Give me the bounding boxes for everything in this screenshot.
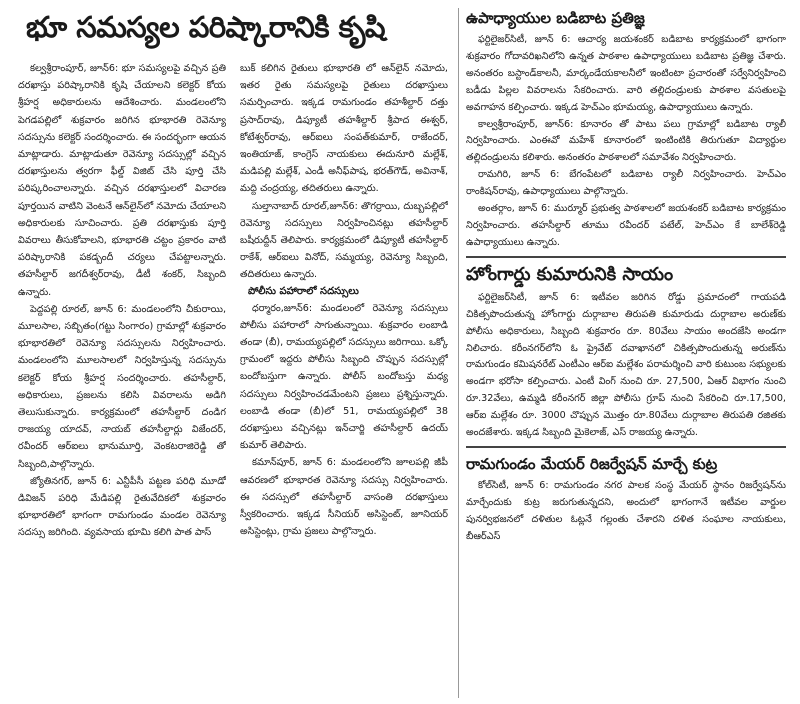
- story-headline: రామగుండం మేయర్ రిజర్వేషన్ మార్చే కుట్ర: [466, 454, 718, 473]
- main-story: [18, 0, 456, 704]
- paragraph: బుక్ కలిగిన రైతులు భూభారతి లో ఆన్‌లైన్ నమోదు, ఇతర రైతు సమస్యలపై రైతులు దరఖాస్తులు సమర్పించారు. ఇక్కడ రామగుండం తహశీల్దార్ దత్తు ప్రసాద్‌రావు, డిప్యూటీ తహశీల్దార్ శ్రీపాద ఈశ్వర్, కోటేశ్వర్‌రావు, ఆర్‌ఐలు సంపత్‌కుమార్, రాజేందర్, ఇంతియాజ్, కాంగ్రెస్ నాయకులు ఈదునూరి మల్లేశ్, మడిపల్లి మల్లేశ్, ఎండీ అనీఫ్‌పాష, భరత్‌గౌడ్, అవినాశ్, మద్ది చంద్రయ్య, తదితరులు ఉన్నారు.: [240, 63, 448, 195]
- main-story-column-2: [240, 60, 448, 704]
- story-separator: [466, 256, 786, 258]
- story-badibata: [466, 6, 786, 252]
- story-homeguard: [466, 262, 786, 442]
- paragraph: సుల్తానాబాద్ రూరల్,జూన్6: తొగర్రాయి, దుబ్బపల్లిలో రెవెన్యూ సదస్సులు నిర్వహించినట్లు తహసీల్దార్ బషీరుద్దీన్ తెలిపారు. కార్యక్రమంలో డిప్యూటీ తహసీల్దార్ రాకేశ్, ఆర్‌ఐలు వినోద్, సమ్మయ్య, రెవెన్యూ సిబ్బంది, తదితరులు ఉన్నారు.: [240, 200, 448, 281]
- paragraph: కోల్‌సిటీ, జూన్ 6: రామగుండం నగర పాలక సంస్థ మేయర్ స్థానం రిజర్వేషన్‌ను మార్చేందుకు కుట్ర జరుగుతున్నదని, అందులో భాగంగానే ఇటీవల వార్డుల పునర్విభజనలో దళితుల ఓట్లనే గల్లంతు చేశారని దళిత సంఘాల నాయకులు, బీఆర్ఎస్: [466, 479, 786, 542]
- story-separator: [466, 446, 786, 448]
- main-headline: భూ సమస్యల పరిష్కారానికి కృషి: [26, 10, 386, 44]
- main-story-columns: [18, 60, 456, 704]
- paragraph: ఫర్టిలైజర్‌సిటీ, జూన్ 6: ఇటీవల జరిగిన రోడ్డు ప్రమాదంలో గాయపడి చికిత్సపొందుతున్న హోంగార్డు దుర్గాబాల తిరుపతి కుమారుడు దుర్గాబాల అరుణ్‌కు పోలీసు అధికారులు, సిబ్బంది శుక్రవారం రూ. 80వేలు సాయం అందజేసి అండగా నిలిచారు. కరీంనగర్‌లోని ఓ ప్రైవేట్ దవాఖానలో చికిత్సపొందుతున్న అరుణ్‌ను రామగుండం కమిషనరేట్ ఎంటీఎం ఆర్‌ఐ మల్లేశం పరామర్శించి వారి కుటుంబ సభ్యులకు అండగా భరోసా కల్పించారు. ఎంటీ వింగ్ నుంచి రూ. 27,500, ఏఆర్ విభాగం నుంచి రూ.32వేలు, ఉమ్మడి కరీంనగర్ జిల్లా పోలీసు గ్రూప్ నుంచి సేకరించి రూ.17,500, ఆర్‌ఐ మల్లేశం రూ. 3000 చొప్పున మొత్తం రూ.80వేలు దుర్గాబాల తిరుపతి రజితకు అందజేశారు. ఇక్కడ సిబ్బంది మైకెలాజ్, ఎస్ రాజయ్య ఉన్నారు.: [466, 291, 786, 439]
- paragraph: అంతర్గాం, జూన్ 6: ముర్మూర్ ప్రభుత్వ పాఠశాలలో జయశంకర్ బడిబాట కార్యక్రమం నిర్వహించారు. తహసీల్దార్ తూము రవీందర్ పటేల్, హెచ్‌ఎం కే బాలేశ్‌రెడ్డి ఉపాధ్యాయులు ఉన్నారు.: [466, 203, 786, 248]
- main-story-column-1: [18, 60, 226, 704]
- paragraph: ఫర్టిలైజర్‌సిటీ, జూన్ 6: ఆచార్య జయశంకర్ బడిబాట కార్యక్రమంలో భాగంగా శుక్రవారం గోదావరిఖనిలోని ఉన్నత పాఠశాల ఉపాధ్యాయులు బడిబాట ప్రతిజ్ఞ చేశారు. అనంతరం బస్టాండ్‌కాలనీ, మార్కండేయకాలనీలో ఇంటింటా ప్రచారంతో సర్వేనిర్వహించి బడీడు పిల్లల వివరాలను సేకరించారు. వారి తల్లిదండ్రులకు పాఠశాల వసతులపై అవగాహన కల్పించారు. ఇక్కడ హెచ్‌ఎం భూమయ్య, ఉపాధ్యాయులు ఉన్నారు.: [466, 34, 786, 113]
- story-headline: ఉపాధ్యాయుల బడిబాట ప్రతిజ్ఞ: [466, 9, 645, 27]
- right-column: [466, 0, 786, 704]
- paragraph: కాల్వశ్రీరాంపూర్, జూన్6: కూనారం తో పాటు పలు గ్రామాల్లో బడిబాట ర్యాలీ నిర్వహించారు. ఎంఈవో మహేశ్ కూనారంలో ఇంటింటికి తిరుగుతూ విద్యార్థుల తల్లిదండ్రులను కలిశారు. అనంతరం పాఠశాలలో సమావేశం నిర్వహించారు.: [466, 118, 786, 164]
- paragraph: పెద్దపల్లి రూరల్, జూన్ 6: మండలంలోని చీకురాయి, మూలసాల, సబ్బితం(గట్టు సింగారం) గ్రామాల్లో శుక్రవారం భూభారతిలో రెవెన్యూ సదస్సులను నిర్వహించారు. మండలంలోని మూలసాలలో నిర్వహిస్తున్న సదస్సును కలెక్టర్ కోయ శ్రీహర్ష సందర్శించారు. తహసీల్దార్, అధికారులు, ప్రజలను కలిసి వివరాలను అడిగి తెలుసుకున్నారు. కార్యక్రమంలో తహసీల్దార్ దండిగ రాజయ్య యాదవ్, నాయబ్ తహసీల్దార్లు విజేందర్, రవీందర్ ఆర్‌ఐలు భానుమూర్తి, వెంకటరాజిరెడ్డి తో సిబ్బంది,పాల్గొన్నారు.: [18, 303, 226, 470]
- paragraph: రామగిరి, జూన్ 6: బేగంపేటలో బడిబాట ర్యాలీ నిర్వహించారు. హెచ్‌ఎం రాంకిషన్‌రావు, ఉపాధ్యాయులు పాల్గొన్నారు.: [466, 169, 786, 198]
- paragraph: జ్యోతినగర్, జూన్ 6: ఎన్టీపీసీ పట్టణ పరిధి మూడో డివిజన్ పరిధి మేడిపల్లి రైతువేదికలో శుక్రవారం భూభారతిలో భాగంగా రామగుండం మండల రెవెన్యూ సదస్సు జరిగింది. వ్యవసాయ భూమి కలిగి పాత పాస్: [18, 475, 226, 539]
- subheading: పోలీసు పహారాలో సదస్సులు: [248, 285, 359, 297]
- paragraph: ధర్మారం,జూన్6: మండలంలో రెవెన్యూ సదస్సులు పోలీసు పహారాలో సాగుతున్నాయి. శుక్రవారం లంబాడి తండా (బీ), రామయ్యపల్లిలో సదస్సులు జరిగాయి. ఒక్కో గ్రామంలో ఇద్దరు పోలీసు సిబ్బంది చొప్పున సదస్సుల్లో బందోబస్తుగా ఉన్నారు. పోలీస్ బందోబస్తు మధ్య సదస్సులు నిర్వహించడమేంటని ప్రజలు ప్రశ్నిస్తున్నారు. లంబాడి తండా (బీ)లో 51, రామయ్యపల్లిలో 38 దరఖాస్తులు వచ్చినట్లు ఇన్‌చార్జి తహసీల్దార్ ఉదయ్ కుమార్ తెలిపారు.: [240, 302, 448, 452]
- column-divider: [458, 8, 459, 698]
- paragraph: కమాన్‌పూర్, జూన్ 6: మండలంలోని జూలపల్లి జీపీ ఆవరణలో భూభారత రెవెన్యూ సదస్సు నిర్వహించారు. ఈ సదస్సులో తహసీల్దార్ వాసంతి దరఖాస్తులు స్వీకరించారు. ఇక్కడ సీనియర్ అసిస్టెంట్, జూనియర్ అసిస్టెంట్లు, గ్రామ ప్రజలు పాల్గొన్నారు.: [240, 457, 448, 538]
- paragraph: కల్వశ్రీరాంపూర్, జూన్6: భూ సమస్యలపై వచ్చిన ప్రతి దరఖాస్తు పరిష్కారానికి కృషి చేయాలని కలెక్టర్ కోయ శ్రీహర్ష అధికారులను ఆదేశించారు. మండలంలోని పెగడపల్లిలో శుక్రవారం జరిగిన భూభారతి రెవెన్యూ సదస్సును కలెక్టర్ సందర్శించారు. ఈ సందర్భంగా ఆయన మాట్లాడారు. మాట్లాడుతూ రెవెన్యూ సదస్సుల్లో వచ్చిన దరఖాస్తులను త్వరగా ఫీల్డ్ విజిట్ చేసి పూర్తి చేసి పరిష్కరించాలన్నారు. వచ్చిన దరఖాస్తులలో విచారణ పూర్తయిన వాటిని వెంటనే ఆన్‌లైన్‌లో నమోదు చేయాలని అధికారులకు సూచించారు. ప్రతి దరఖాస్తుకు పూర్తి వివరాలు తీసుకోవాలని, భూభారతి చట్టం ప్రకారం వాటి పరిష్కారానికి పకడ్బందీ చర్యలు చేపట్టాలన్నారు. తహసీల్దార్ జగదీశ్వర్‌రావు, డీటీ శంకర్, సిబ్బంది ఉన్నారు.: [18, 63, 226, 298]
- story-headline: హోంగార్డు కుమారునికి సాయం: [466, 263, 674, 285]
- story-mayor-reservation: [466, 452, 786, 546]
